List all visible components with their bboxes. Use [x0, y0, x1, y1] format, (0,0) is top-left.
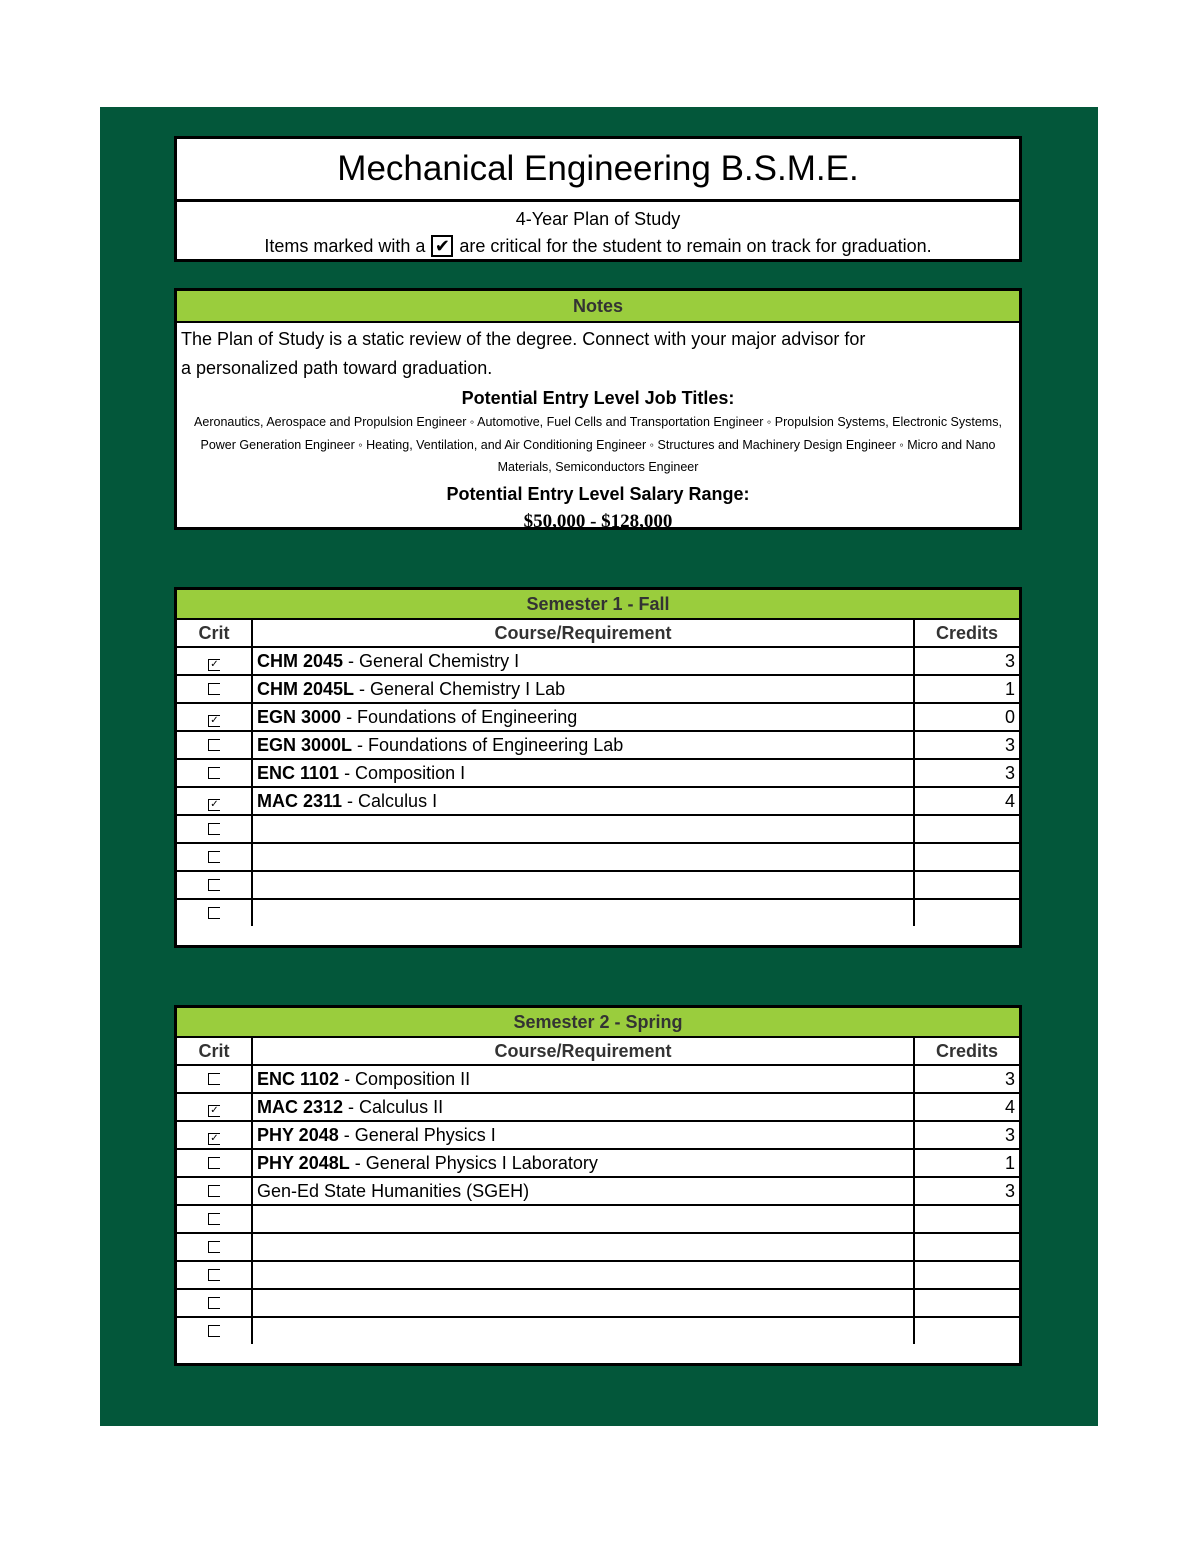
course-cell: [252, 1065, 914, 1093]
table-row: [177, 843, 1019, 871]
course-cell: [252, 703, 914, 731]
credits-cell: [914, 871, 1019, 899]
credits-column-header: Credits: [914, 1038, 1019, 1065]
checked-checkbox-icon[interactable]: ✓: [208, 799, 220, 811]
table-row: [177, 787, 1019, 815]
notes-box: [174, 288, 1022, 530]
course-name: - General Physics I: [338, 1124, 496, 1145]
course-name: - Composition II: [339, 1068, 471, 1089]
checkbox-icon[interactable]: [208, 823, 220, 835]
credits-cell: [914, 1317, 1019, 1344]
legend-text-after: are critical for the student to remain on track for graduation.: [459, 236, 932, 256]
credits-cell: 3: [914, 731, 1019, 759]
credits-cell: [914, 1261, 1019, 1289]
crit-cell[interactable]: [177, 1261, 252, 1289]
legend-line: [177, 232, 1019, 260]
table-row: [177, 731, 1019, 759]
credits-column-header: Credits: [914, 620, 1019, 647]
credits-cell: 3: [914, 1065, 1019, 1093]
course-table: [177, 1038, 1019, 1344]
crit-cell[interactable]: [177, 1205, 252, 1233]
jobs-text: Aeronautics, Aerospace and Propulsion Engineer ◦ Automotive, Fuel Cells and Transportation Engineer ◦ Propulsion Systems, Electronic Systems, Power Generation Engineer ◦ Heating, Ventilation, and Air Conditioning Engineer ◦ Structures and Machinery Design Engineer ◦ Micro and Nano Materials, Semiconductors Engineer: [194, 415, 1002, 474]
course-cell: [252, 1205, 914, 1233]
credits-cell: 3: [914, 1121, 1019, 1149]
checkbox-icon: ✔: [431, 235, 453, 257]
checkbox-icon[interactable]: [208, 767, 220, 779]
course-code: MAC 2311: [257, 790, 343, 811]
course-name: - Foundations of Engineering Lab: [352, 734, 624, 755]
semester-header: Semester 2 - Spring: [177, 1008, 1019, 1038]
table-row: [177, 1205, 1019, 1233]
table-row: [177, 1261, 1019, 1289]
title-box: [174, 136, 1022, 262]
notes-body: [177, 323, 1019, 539]
checkbox-icon[interactable]: [208, 1325, 220, 1337]
course-cell: [252, 1121, 914, 1149]
salary-heading: Potential Entry Level Salary Range:: [446, 483, 750, 504]
table-row: [177, 1233, 1019, 1261]
course-name: - Foundations of Engineering: [341, 706, 578, 727]
semester-header: Semester 1 - Fall: [177, 590, 1019, 620]
course-code: MAC 2312: [257, 1096, 344, 1117]
course-code: PHY 2048: [257, 1124, 339, 1145]
crit-column-header: Crit: [177, 1038, 252, 1065]
crit-cell[interactable]: [177, 815, 252, 843]
page-title: Mechanical Engineering B.S.M.E.: [177, 139, 1019, 202]
crit-cell[interactable]: [177, 1065, 252, 1093]
credits-cell: 4: [914, 787, 1019, 815]
crit-cell[interactable]: [177, 1233, 252, 1261]
course-cell: [252, 1289, 914, 1317]
course-column-header: Course/Requirement: [252, 620, 914, 647]
crit-cell[interactable]: [177, 647, 252, 675]
course-cell: [252, 1233, 914, 1261]
table-row: [177, 647, 1019, 675]
crit-cell[interactable]: [177, 1093, 252, 1121]
crit-cell[interactable]: [177, 843, 252, 871]
course-name: - General Chemistry I: [343, 650, 520, 671]
checkbox-icon[interactable]: [208, 683, 220, 695]
checkbox-icon[interactable]: [208, 739, 220, 751]
salary-value: $50,000 - $128,000: [523, 510, 673, 532]
course-cell: [252, 871, 914, 899]
course-name: - Composition I: [339, 762, 466, 783]
crit-column-header: Crit: [177, 620, 252, 647]
subtitle-area: [177, 202, 1019, 260]
semester-2-table: [174, 1005, 1022, 1366]
crit-cell[interactable]: [177, 759, 252, 787]
credits-cell: [914, 899, 1019, 926]
credits-cell: 1: [914, 1149, 1019, 1177]
credits-cell: [914, 843, 1019, 871]
checkbox-icon[interactable]: [208, 1185, 220, 1197]
credits-cell: 1: [914, 675, 1019, 703]
table-row: [177, 1065, 1019, 1093]
table-row: [177, 1093, 1019, 1121]
course-name: - General Chemistry I Lab: [354, 678, 566, 699]
table-row: [177, 1177, 1019, 1205]
table-row: [177, 675, 1019, 703]
course-code: ENC 1102: [257, 1068, 340, 1089]
notes-line-1: The Plan of Study is a static review of the degree. Connect with your major advisor for: [181, 329, 866, 349]
table-row: [177, 759, 1019, 787]
checkbox-icon[interactable]: [208, 1213, 220, 1225]
checkbox-icon[interactable]: [208, 851, 220, 863]
credits-cell: 4: [914, 1093, 1019, 1121]
checked-checkbox-icon[interactable]: ✓: [208, 1105, 220, 1117]
semester-1-table: [174, 587, 1022, 948]
column-header-row: [177, 620, 1019, 647]
course-cell: [252, 787, 914, 815]
crit-cell[interactable]: [177, 787, 252, 815]
table-row: [177, 1317, 1019, 1344]
course-code: ENC 1101: [257, 762, 340, 783]
crit-cell[interactable]: [177, 1177, 252, 1205]
table-row: [177, 1149, 1019, 1177]
crit-cell[interactable]: [177, 871, 252, 899]
course-cell: [252, 899, 914, 926]
checkbox-icon[interactable]: [208, 1073, 220, 1085]
checked-checkbox-icon[interactable]: ✓: [208, 715, 220, 727]
notes-header: Notes: [177, 291, 1019, 323]
checkbox-icon[interactable]: [208, 1241, 220, 1253]
column-header-row: [177, 1038, 1019, 1065]
table-row: [177, 815, 1019, 843]
checkbox-icon[interactable]: [208, 1269, 220, 1281]
crit-cell[interactable]: [177, 731, 252, 759]
course-cell: [252, 759, 914, 787]
course-cell: [252, 647, 914, 675]
crit-cell[interactable]: [177, 1317, 252, 1344]
credits-cell: 0: [914, 703, 1019, 731]
crit-cell[interactable]: [177, 899, 252, 926]
checkbox-icon[interactable]: [208, 907, 220, 919]
credits-cell: 3: [914, 1177, 1019, 1205]
credits-cell: [914, 1205, 1019, 1233]
table-row: [177, 1289, 1019, 1317]
course-name: - General Physics I Laboratory: [349, 1152, 598, 1173]
course-cell: [252, 815, 914, 843]
notes-line-2: a personalized path toward graduation.: [181, 358, 493, 378]
course-name: - Calculus II: [343, 1096, 444, 1117]
plan-sheet: [100, 107, 1098, 1426]
course-cell: [252, 1093, 914, 1121]
crit-cell[interactable]: [177, 703, 252, 731]
course-code: EGN 3000L: [257, 734, 353, 755]
checkbox-icon[interactable]: [208, 1157, 220, 1169]
credits-cell: [914, 815, 1019, 843]
course-name: Gen-Ed State Humanities (SGEH): [257, 1180, 530, 1201]
credits-cell: [914, 1289, 1019, 1317]
crit-cell[interactable]: [177, 1121, 252, 1149]
table-row: [177, 899, 1019, 926]
jobs-heading: Potential Entry Level Job Titles:: [461, 388, 735, 408]
plan-subtitle: 4-Year Plan of Study: [515, 209, 681, 229]
course-cell: [252, 1149, 914, 1177]
course-cell: [252, 1317, 914, 1344]
course-cell: [252, 675, 914, 703]
checkbox-icon[interactable]: [208, 879, 220, 891]
course-code: EGN 3000: [257, 706, 342, 727]
credits-cell: [914, 1233, 1019, 1261]
course-name: - Calculus I: [342, 790, 438, 811]
legend-text-before: Items marked with a: [264, 236, 426, 256]
course-column-header: Course/Requirement: [252, 1038, 914, 1065]
checked-checkbox-icon[interactable]: ✓: [208, 659, 220, 671]
course-cell: [252, 843, 914, 871]
crit-cell[interactable]: [177, 675, 252, 703]
course-table: [177, 620, 1019, 926]
crit-cell[interactable]: [177, 1289, 252, 1317]
course-cell: [252, 1177, 914, 1205]
credits-cell: 3: [914, 647, 1019, 675]
credits-cell: 3: [914, 759, 1019, 787]
table-row: [177, 1121, 1019, 1149]
course-code: PHY 2048L: [257, 1152, 350, 1173]
course-cell: [252, 1261, 914, 1289]
course-code: CHM 2045L: [257, 678, 355, 699]
table-row: [177, 703, 1019, 731]
course-cell: [252, 731, 914, 759]
table-row: [177, 871, 1019, 899]
checked-checkbox-icon[interactable]: ✓: [208, 1133, 220, 1145]
checkbox-icon[interactable]: [208, 1297, 220, 1309]
course-code: CHM 2045: [257, 650, 344, 671]
crit-cell[interactable]: [177, 1149, 252, 1177]
